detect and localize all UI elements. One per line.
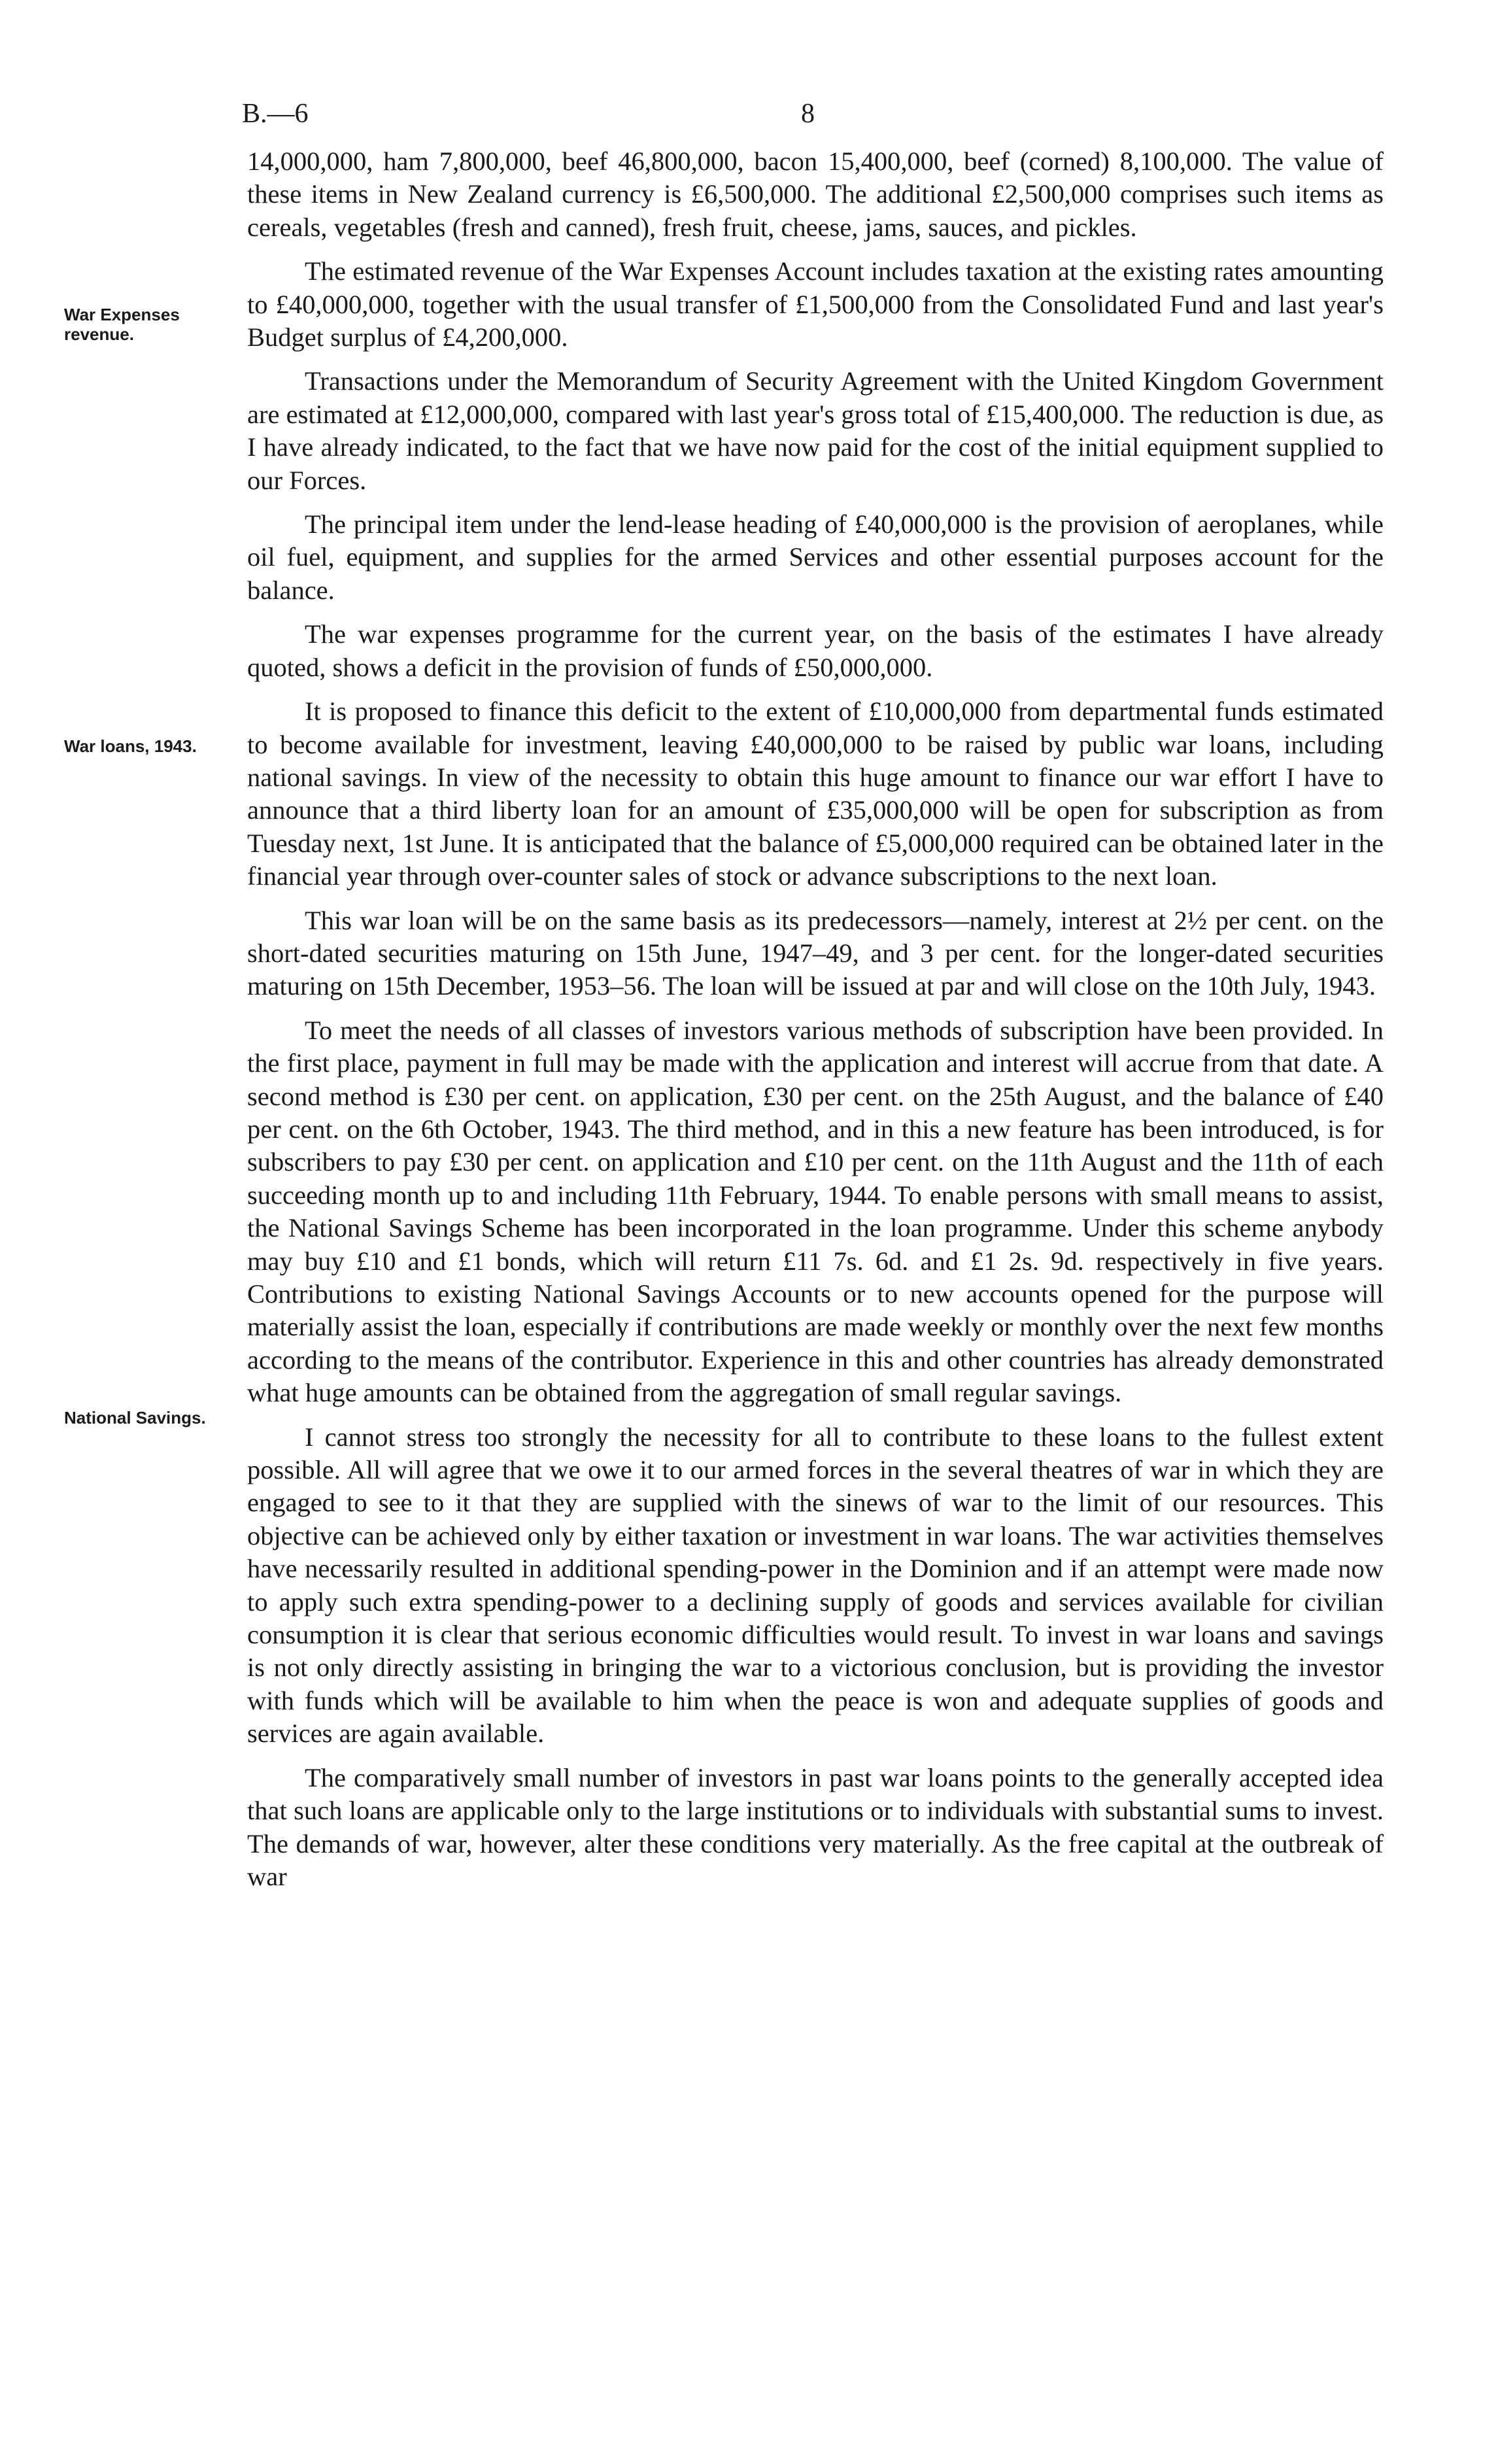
paragraph-appeal: I cannot stress too strongly the necessity for all to contribute to these loans to the fullest extent possible. All will agree that we owe it to our armed forces in the several theatres of war in which they are engaged to see to it that they are supplied with the sinews of war to the limit of our resources. This objective can be achieved only by either taxation or investment in war loans. The war activities themselves have necessarily resulted in additional spending-power in the Dominion and if an attempt were made now to apply such extra spending-power to a declining supply of goods and services available for civilian consumption it is clear that serious economic difficulties would result. To invest in war loans and savings is not only directly assisting in bringing the war to a victorious conclusion, but is providing the investor with funds which will be available to him when the peace is won and adequate supplies of goods and services are again available. bbox=[247, 1422, 1384, 1749]
paragraph-subscription-methods: To meet the needs of all classes of investors various methods of subscription have been provided. In the first place, payment in full may be made with the application and interest will accrue from that date. A second method is £30 per cent. on application, £30 per cent. on the 25th August, and the balance of £40 per cent. on the 6th October, 1943. The third method, and in this a new feature has been introduced, is for subscribers to pay £30 per cent. on application and £10 per cent. on the 11th August and the 11th of each succeeding month up to and including 11th February, 1944. To enable persons with small means to assist, the National Savings Scheme has been incorporated in the loan programme. Under this scheme anybody may buy £10 and £1 bonds, which will return £11 7s. 6d. and £1 2s. 9d. respectively in five years. Contributions to existing National Savings Accounts or to new accounts opened for the purpose will materially assist the loan, especially if contributions are made weekly or monthly over the next few months according to the means of the contributor. Experience in this and other countries has already demonstrated what huge amounts can be obtained from the aggregation of small regular savings. bbox=[247, 1015, 1384, 1408]
margin-note-war-loans: War loans, 1943. bbox=[64, 736, 197, 756]
paragraph-war-loans: It is proposed to finance this deficit to the extent of £10,000,000 from departmental funds estimated to become available for investment, leaving £40,000,000 to be raised by public war loans, including national savings. In view of the necessity to obtain this huge amount to finance our war effort I have to announce that a third liberty loan for an amount of £35,000,000 will be open for subscription as from Tuesday next, 1st June. It is anticipated that the balance of £5,000,000 required can be obtained later in the financial year through over-counter sales of stock or advance subscriptions to the next loan. bbox=[247, 696, 1384, 891]
document-reference: B.—6 bbox=[242, 99, 309, 129]
margin-note-national-savings: National Savings. bbox=[64, 1408, 206, 1428]
paragraph-security-agreement: Transactions under the Memorandum of Security Agreement with the United Kingdom Government are estimated at £12,000,000, compared with last year's gross total of £15,400,000. The reduction is due, as I have already indicated, to the fact that we have now paid for the cost of the initial equipment supplied to our Forces. bbox=[247, 366, 1384, 495]
paragraph-deficit: The war expenses programme for the current year, on the basis of the estimates I have already quoted, shows a deficit in the provision of funds of £50,000,000. bbox=[247, 619, 1384, 682]
paragraph-investors: The comparatively small number of investors in past war loans points to the generally accepted idea that such loans are applicable only to the large institutions or to individuals with substantial sums to invest. The demands of war, however, alter these conditions very materially. As the free capital at the outbreak of war bbox=[247, 1762, 1384, 1891]
page-number: 8 bbox=[801, 99, 815, 129]
paragraph-lend-lease: The principal item under the lend-lease heading of £40,000,000 is the provision of aeroplanes, while oil fuel, equipment, and supplies for the armed Services and other essential purposes account for the balance. bbox=[247, 509, 1384, 605]
paragraph-war-expenses-revenue: The estimated revenue of the War Expenses Account includes taxation at the existing rates amounting to £40,000,000, together with the usual transfer of £1,500,000 from the Consolidated Fund and last year's Budget surplus of £4,200,000. bbox=[247, 256, 1384, 352]
paragraph-continued: 14,000,000, ham 7,800,000, beef 46,800,000, bacon 15,400,000, beef (corned) 8,100,000. The value of these items in New Zealand currency is £6,500,000. The additional £2,500,000 comprises such items as cereals, vegetables (fresh and canned), fresh fruit, cheese, jams, sauces, and pickles. bbox=[247, 146, 1384, 242]
margin-note-war-expenses-revenue: War Expenses revenue. bbox=[64, 305, 180, 344]
body-text bbox=[247, 145, 1384, 1904]
paragraph-loan-terms: This war loan will be on the same basis as its predecessors—namely, interest at 2½ per cent. on the short-dated securities maturing on 15th June, 1947–49, and 3 per cent. for the longer-dated securities maturing on 15th December, 1953–56. The loan will be issued at par and will close on the 10th July, 1943. bbox=[247, 905, 1384, 1001]
